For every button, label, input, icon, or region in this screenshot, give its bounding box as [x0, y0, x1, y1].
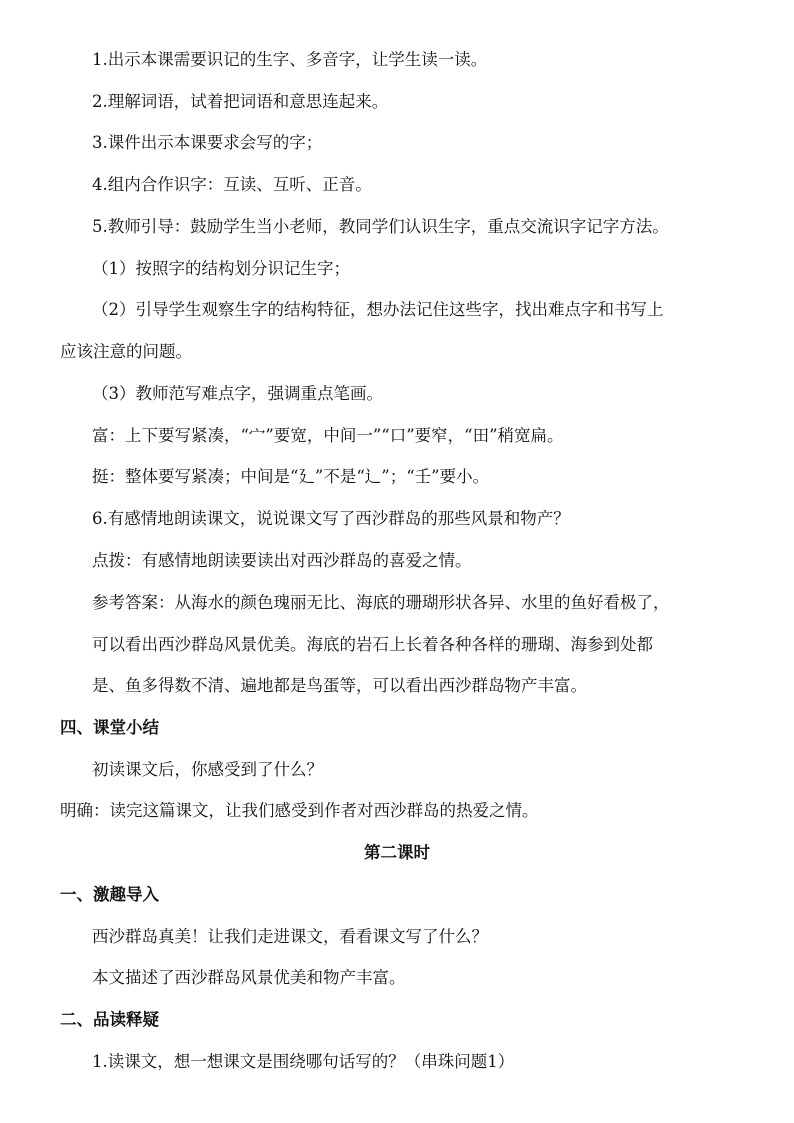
section-heading-summary: 四、课堂小结: [60, 718, 159, 737]
paragraph-tip: 点拨：有感情地朗读要读出对西沙群岛的喜爱之情。: [92, 551, 472, 570]
lesson-title: 第二课时: [364, 843, 430, 862]
paragraph-substep-3: （3）教师范写难点字，强调重点笔画。: [92, 384, 383, 403]
paragraph-substep-1: （1）按照字的结构划分识记生字；: [92, 259, 350, 278]
paragraph-step-4: 4.组内合作识字：互读、互听、正音。: [92, 175, 372, 194]
paragraph-summary-question: 初读课文后，你感受到了什么？: [92, 760, 323, 779]
paragraph-substep-2-continued: 应该注意的问题。: [60, 342, 192, 361]
paragraph-intro-2: 本文描述了西沙群岛风景优美和物产丰富。: [92, 968, 406, 987]
paragraph-character-fu: 富：上下要写紧凑，“宀”要宽，中间一”“口”要窄，“田”稍宽扁。: [92, 426, 564, 445]
paragraph-intro-1: 西沙群岛真美！让我们走进课文，看看课文写了什么？: [92, 927, 488, 946]
paragraph-step-1: 1.出示本课需要识记的生字、多音字，让学生读一读。: [92, 50, 488, 69]
paragraph-reading-question-1: 1.读课文，想一想课文是围绕哪句话写的？（串珠问题1）: [92, 1052, 515, 1071]
paragraph-step-2: 2.理解词语，试着把词语和意思连起来。: [92, 92, 389, 111]
paragraph-step-5: 5.教师引导：鼓励学生当小老师，教同学们认识生字，重点交流识字记字方法。: [92, 217, 669, 236]
paragraph-reference-answer-line-3: 是、鱼多得数不清、遍地都是鸟蛋等，可以看出西沙群岛物产丰富。: [92, 676, 587, 695]
paragraph-reference-answer-line-2: 可以看出西沙群岛风景优美。海底的岩石上长着各种各样的珊瑚、海参到处都: [92, 635, 653, 654]
section-heading-intro: 一、激趣导入: [60, 885, 159, 904]
section-heading-reading: 二、品读释疑: [60, 1010, 159, 1029]
paragraph-substep-2: （2）引导学生观察生字的结构特征，想办法记住这些字，找出难点字和书写上: [92, 300, 664, 319]
paragraph-step-6: 6.有感情地朗读课文，说说课文写了西沙群岛的那些风景和物产？: [92, 509, 570, 528]
paragraph-clarification: 明确：读完这篇课文，让我们感受到作者对西沙群岛的热爱之情。: [60, 801, 539, 820]
paragraph-step-3: 3.课件出示本课要求会写的字；: [92, 133, 323, 152]
paragraph-reference-answer: 参考答案：从海水的颜色瑰丽无比、海底的珊瑚形状各异、水里的鱼好看极了，: [92, 593, 670, 612]
paragraph-character-ting: 挺：整体要写紧凑；中间是“廴”不是“辶”；“壬”要小。: [92, 467, 490, 486]
